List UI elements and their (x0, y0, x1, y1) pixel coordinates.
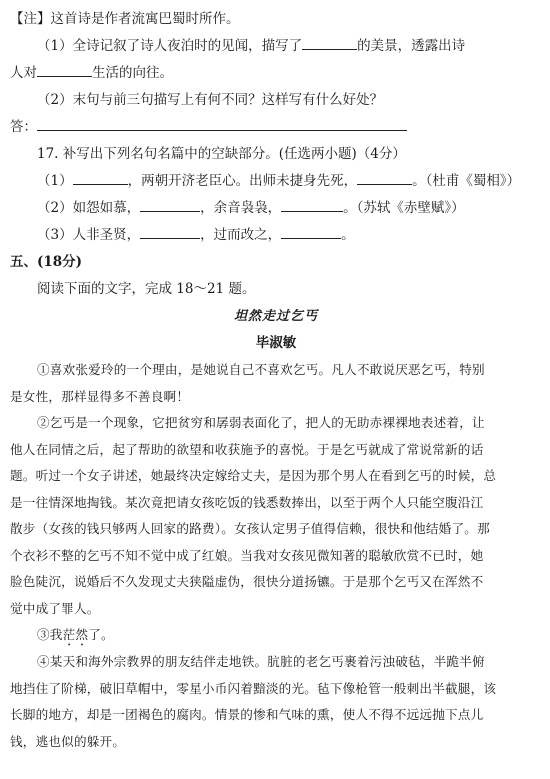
q17-item-1-num: （1） (37, 173, 73, 189)
answer-blank[interactable] (140, 222, 200, 239)
q17-item-2 (10, 195, 542, 222)
paragraph-line: 觉中成了罪人。 (10, 600, 100, 616)
q2-answer-line (10, 114, 542, 141)
paragraph-line: ①喜欢张爱玲的一个理由，是她说自己不喜欢乞丐。凡人不敢说厌恶乞丐，特别 (37, 362, 485, 377)
answer-blank[interactable] (73, 168, 128, 185)
q17-item-3-text-b: ，过而改之， (200, 227, 282, 243)
section-5-title: 五、(18分) (10, 254, 83, 270)
note-text: 这首诗是作者流寓巴蜀时所作。 (50, 11, 240, 27)
section-5-header (10, 249, 542, 276)
article-body (10, 357, 542, 755)
p3-emphasis: 茫然 (62, 627, 89, 642)
q17-header (10, 141, 542, 168)
paragraph-line: 长脚的地方，却是一团褐色的腐肉。情景的惨和气味的熏，使人不得不远远抛下点儿 (10, 707, 484, 722)
p3-text-post: 了。 (88, 627, 114, 642)
paragraph-line: 脸色陡沉，说婚后不久发现丈夫狭隘虚伪，很快分道扬镳。于是那个乞丐又在浑然不 (10, 574, 484, 589)
note-label: 【注】 (10, 11, 51, 27)
paragraph-3 (10, 622, 542, 649)
paragraph-line: 是女性，那样显得多不善良啊！ (10, 388, 190, 404)
answer-blank[interactable] (37, 60, 92, 77)
answer-blank[interactable] (140, 195, 200, 212)
q2-text: （2）末句与前三句描写上有何不同？这样写有什么好处？ (37, 92, 384, 108)
paragraph-line: 题。听过一个女子讲述，她最终决定嫁给丈夫，是因为那个男人在看到乞丐的时候，总 (10, 468, 497, 483)
q1-text-a: （1）全诗记叙了诗人夜泊时的见闻，描写了 (37, 38, 303, 54)
q1-text-b: 的美景，透露出诗 (357, 38, 466, 54)
q17-item-1-text-a: ，两朝开济老臣心。出师未捷身先死， (127, 173, 358, 189)
p3-text-pre: ③我 (37, 627, 63, 642)
paragraph-line: 是一往情深地掏钱。某次竟把请女孩吃饭的钱悉数捧出，以至于两个人只能空腹沿江 (10, 494, 484, 510)
q1-text-c: 人对 (10, 65, 37, 81)
answer-blank[interactable] (302, 33, 357, 50)
q17-item-1 (10, 168, 542, 195)
q1-line-1 (10, 33, 542, 60)
q1-text-d: 生活的向往。 (92, 65, 173, 81)
q17-item-2-text-c: 。（苏轼《赤壁赋》） (343, 200, 465, 216)
paragraph-line: 地挡住了阶梯，破旧草帽中，零星小币闪着黯淡的光。毡下像枪管一般刺出半截腿，该 (10, 680, 497, 696)
paragraph-line: 个衣衫不整的乞丐不知不觉中成了红娘。当我对女孩见微知著的聪敏欣赏不已时，她 (10, 547, 484, 563)
paragraph-line: 散步（女孩的钱只够两人回家的路费）。女孩认定男子值得信赖，很快和他结婚了。那 (10, 521, 490, 536)
answer-blank[interactable] (281, 195, 343, 212)
q17-header-text: 17. 补写出下列名句名篇中的空缺部分。(任选两小题)（4分） (37, 146, 406, 162)
instruction-text: 阅读下面的文字，完成 18～21 题。 (37, 281, 256, 297)
q17-item-3 (10, 222, 542, 249)
paragraph-line: ②乞丐是一个现象，它把贫穷和孱弱表面化了，把人的无助赤裸裸地表述着，让 (37, 415, 485, 430)
q17-item-2-text-a: （2）如怨如慕， (37, 200, 141, 216)
article-title: 坦然走过乞丐 (233, 309, 318, 324)
q17-item-3-text-c: 。 (341, 227, 355, 243)
q1-line-2 (10, 60, 542, 87)
answer-label: 答： (10, 119, 37, 135)
paragraph-line: 他人在同情之后，起了帮助的欲望和收获施予的喜悦。于是乞丐就成了常说常新的话 (10, 441, 484, 457)
q2-line (10, 87, 542, 114)
paragraph-line: ④某天和海外宗教界的朋友结伴走地铁。肮脏的老乞丐裹着污浊破毡，半跪半俯 (37, 654, 485, 669)
q17-item-1-text-b: 。（杜甫《蜀相》） (412, 173, 521, 189)
paragraph-line: 钱，逃也似的躲开。 (10, 733, 126, 749)
section-5-instruction (10, 276, 542, 303)
q17-item-2-text-b: ，余音袅袅， (200, 200, 282, 216)
answer-blank[interactable] (281, 222, 341, 239)
q17-item-3-text-a: （3）人非圣贤， (37, 227, 141, 243)
answer-blank[interactable] (357, 168, 412, 185)
answer-blank[interactable] (37, 114, 407, 131)
article-author: 毕淑敏 (255, 335, 297, 351)
note-line (10, 6, 542, 33)
